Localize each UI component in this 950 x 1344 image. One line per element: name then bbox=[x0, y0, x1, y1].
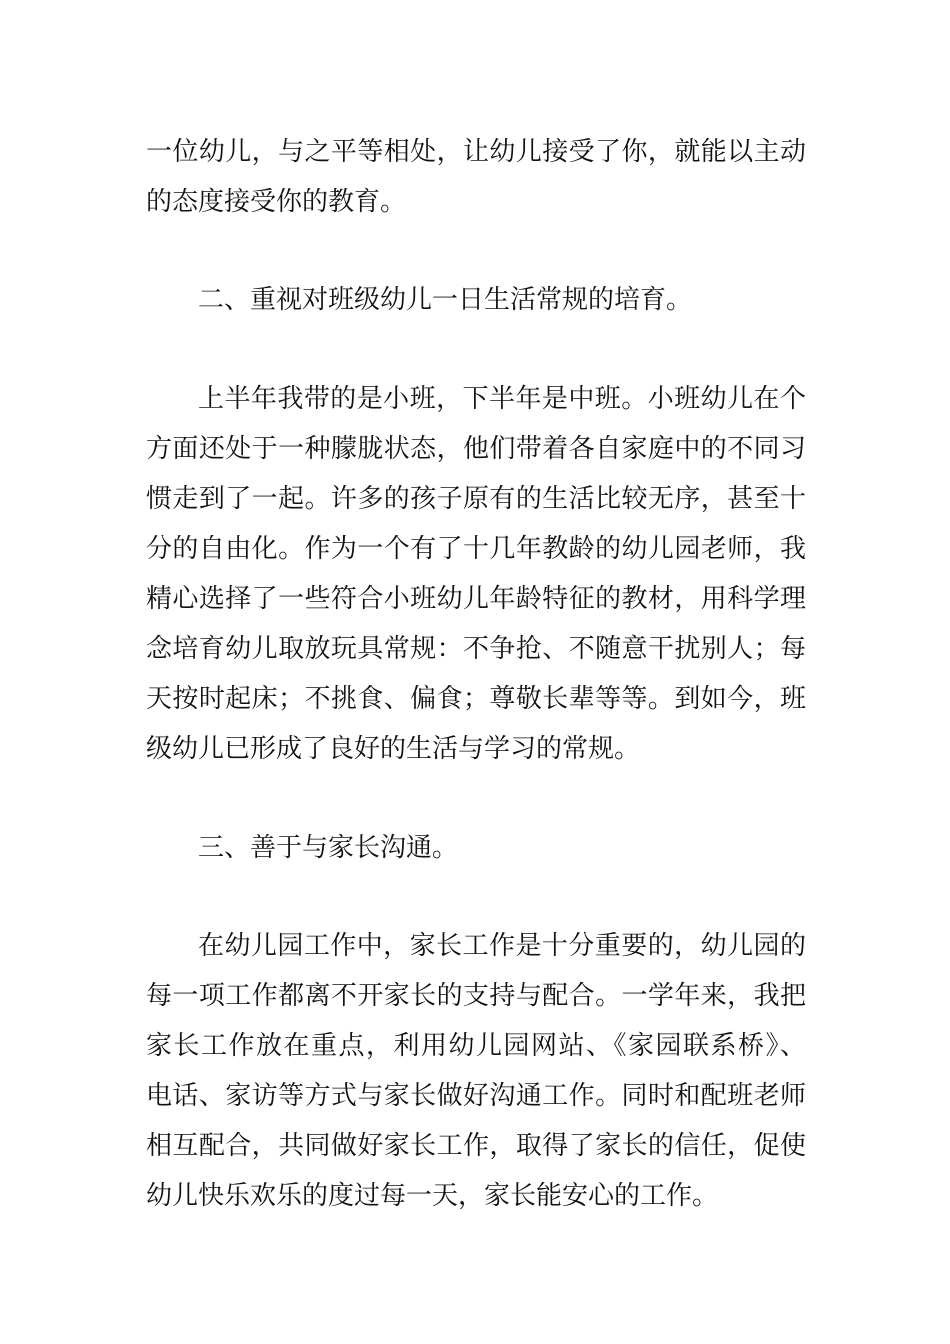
paragraph-line: 分的自由化。作为一个有了十几年教龄的幼儿园老师，我 bbox=[146, 534, 806, 564]
paragraph-line: 级幼儿已形成了良好的生活与学习的常规。 bbox=[146, 734, 641, 764]
paragraph-line: 上半年我带的是小班，下半年是中班。小班幼儿在个 bbox=[198, 384, 806, 414]
paragraph-line: 惯走到了一起。许多的孩子原有的生活比较无序，甚至十 bbox=[146, 484, 806, 514]
paragraph-line: 一位幼儿，与之平等相处，让幼儿接受了你，就能以主动 bbox=[146, 137, 806, 167]
section-heading: 三、善于与家长沟通。 bbox=[198, 833, 459, 863]
paragraph-line: 方面还处于一种朦胧状态，他们带着各自家庭中的不同习 bbox=[146, 434, 806, 464]
section-heading: 二、重视对班级幼儿一日生活常规的培育。 bbox=[198, 285, 693, 315]
paragraph-line: 在幼儿园工作中，家长工作是十分重要的，幼儿园的 bbox=[198, 931, 806, 961]
paragraph-line: 相互配合，共同做好家长工作，取得了家长的信任，促使 bbox=[146, 1131, 806, 1161]
paragraph-line: 幼儿快乐欢乐的度过每一天，家长能安心的工作。 bbox=[146, 1181, 719, 1211]
paragraph-line: 的态度接受你的教育。 bbox=[146, 187, 407, 217]
paragraph-line: 念培育幼儿取放玩具常规：不争抢、不随意干扰别人；每 bbox=[146, 634, 806, 664]
paragraph-line: 天按时起床；不挑食、偏食；尊敬长辈等等。到如今，班 bbox=[146, 684, 806, 714]
paragraph-line: 家长工作放在重点，利用幼儿园网站、《家园联系桥》、 bbox=[146, 1031, 806, 1061]
paragraph-line: 每一项工作都离不开家长的支持与配合。一学年来，我把 bbox=[146, 981, 806, 1011]
paragraph-line: 电话、家访等方式与家长做好沟通工作。同时和配班老师 bbox=[146, 1081, 806, 1111]
paragraph-line: 精心选择了一些符合小班幼儿年龄特征的教材，用科学理 bbox=[146, 584, 806, 614]
